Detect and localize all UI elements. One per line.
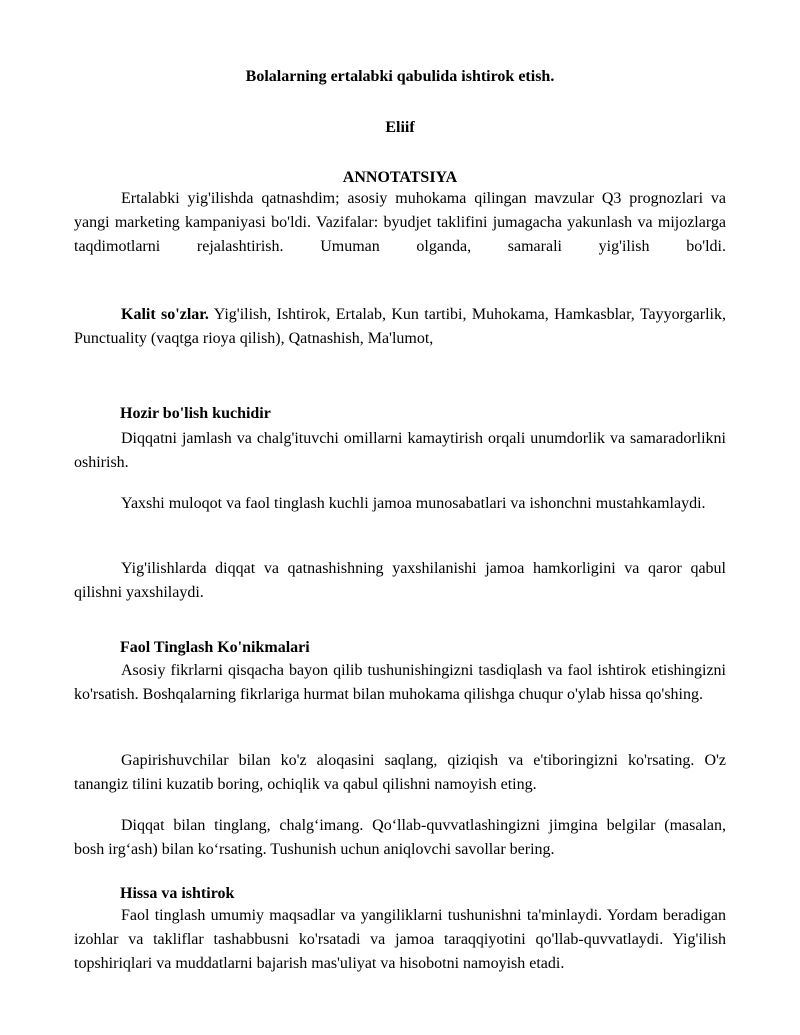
section-paragraph: Diqqatni jamlash va chalg'ituvchi omillarni kamaytirish orqali unumdorlik va samaradorlikni oshirish. [74, 430, 726, 471]
section-heading-active-listening: Faol Tinglash Ko'nikmalari [120, 639, 310, 656]
section-paragraph: Diqqat bilan tinglang, chalg‘imang. Qo‘llab-quvvatlashingizni jimgina belgilar (masalan, bosh irg‘ash) bilan ko‘rsating. Tushunish uchun aniqlovchi savollar bering. [74, 817, 726, 858]
section-paragraph: Yig'ilishlarda diqqat va qatnashishning yaxshilanishi jamoa hamkorligini va qaror qabul qilishni yaxshilaydi. [74, 560, 726, 601]
section-paragraph: Gapirishuvchilar bilan ko'z aloqasini saqlang, qiziqish va e'tiboringizni ko'rsating. O'z tanangiz tilini kuzatib boring, ochiqlik va qabul qilishni namoyish eting. [74, 752, 726, 793]
keywords-paragraph [74, 303, 726, 351]
section-heading-presence: Hozir bo'lish kuchidir [120, 405, 271, 422]
annotation-heading: ANNOTATSIYA [342, 169, 458, 186]
section-heading-contribution: Hissa va ishtirok [120, 885, 235, 902]
section-paragraph: Faol tinglash umumiy maqsadlar va yangiliklarni tushunishni ta'minlaydi. Yordam beradigan izohlar va takliflar tashabbusni ko'rsatadi va jamoa taraqqiyotini qo'llab-quvvatlaydi. Yig'ilish topshiriqlari va muddatlarni bajarish mas'uliyat va hisobotni namoyish etadi. [74, 907, 726, 972]
keywords-list: Yig'ilish, Ishtirok, Ertalab, Kun tartibi, Muhokama, Hamkasblar, Tayyorgarlik, Punctuality (vaqtga rioya qilish), Qatnashish, Ma'lumot, [74, 306, 727, 347]
document-author: Eliif [385, 119, 415, 136]
section-paragraph: Yaxshi muloqot va faol tinglash kuchli jamoa munosabatlari va ishonchni mustahkamlaydi. [121, 495, 706, 512]
document-title: Bolalarning ertalabki qabulida ishtirok etish. [245, 68, 555, 85]
section-paragraph: Asosiy fikrlarni qisqacha bayon qilib tushunishingizni tasdiqlash va faol ishtirok etishingizni ko'rsatish. Boshqalarning fikrlariga hurmat bilan muhokama qilishga chuqur o'ylab hissa qo'shing. [74, 662, 726, 703]
keywords-label: Kalit so'zlar. [121, 306, 209, 323]
annotation-paragraph: Ertalabki yig'ilishda qatnashdim; asosiy muhokama qilingan mavzular Q3 prognozlari va yangi marketing kampaniyasi bo'ldi. Vazifalar: byudjet taklifini jumagacha yakunlash va mijozlarga taqdimotlarni rejalashtirish. Umuman olganda, samarali yig'ilish bo'ldi. [74, 190, 726, 255]
